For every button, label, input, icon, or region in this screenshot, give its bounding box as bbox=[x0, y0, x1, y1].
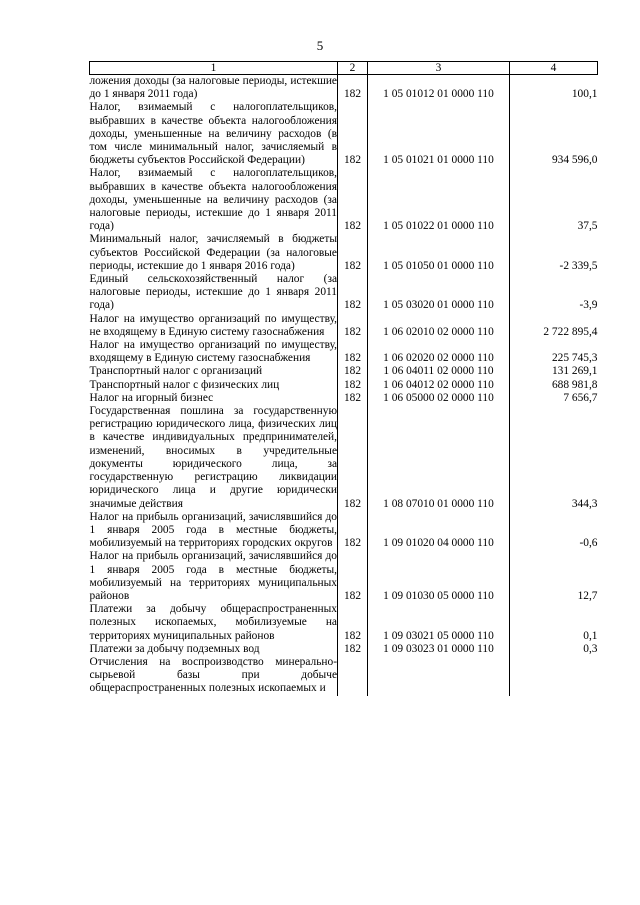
table-row bbox=[90, 339, 598, 365]
row-name: Налог на прибыль организаций, зачислявшийся до 1 января 2005 года в местные бюджеты, мобилизуемый на территориях городских округов bbox=[89, 510, 337, 550]
table-row bbox=[90, 643, 598, 656]
table-row bbox=[90, 379, 598, 392]
table-row bbox=[90, 392, 598, 405]
row-name: Транспортный налог с физических лиц bbox=[90, 379, 338, 392]
row-name: Налог на имущество организаций по имуществу, входящему в Единую систему газоснабжения bbox=[89, 339, 337, 365]
table-row bbox=[90, 603, 598, 643]
row-budget-code: 1 05 03020 01 0000 110 bbox=[368, 273, 510, 313]
row-admin-code: 182 bbox=[338, 511, 368, 551]
row-name: Отчисления на воспроизводство минерально-сырьевой базы при добыче общераспространенных полезных ископаемых и bbox=[89, 655, 337, 695]
row-name: Государственная пошлина за государственную регистрацию юридического лица, физических лиц в качестве индивидуальных предпринимателей, изменений, вносимых в учредительные документы юридического лица, за государственную регистрацию ликвидации юридического лица и другие юридически значимые действия bbox=[89, 405, 337, 510]
table-row bbox=[90, 75, 598, 102]
page-number: 5 bbox=[316, 38, 324, 53]
row-amount: 2 722 895,4 bbox=[543, 325, 598, 338]
row-amount bbox=[510, 656, 598, 696]
row-name: Налог, взимаемый с налогоплательщиков, выбравших в качестве объекта налогообложения доходы, уменьшенные на величину расходов (за налоговые периоды, истекшие до 1 января 2011 года) bbox=[89, 167, 337, 233]
row-admin-code: 182 bbox=[338, 405, 368, 511]
row-amount: 0,1 bbox=[583, 629, 598, 642]
row-budget-code: 1 09 03023 01 0000 110 bbox=[368, 643, 510, 656]
row-admin-code: 182 bbox=[338, 392, 368, 405]
row-budget-code: 1 05 01050 01 0000 110 bbox=[368, 233, 510, 273]
row-admin-code: 182 bbox=[338, 643, 368, 656]
row-admin-code: 182 bbox=[338, 603, 368, 643]
row-budget-code: 1 06 02020 02 0000 110 bbox=[368, 339, 510, 365]
table-row bbox=[90, 511, 598, 551]
table-row bbox=[90, 405, 598, 511]
table-row bbox=[90, 273, 598, 313]
row-amount: -3,9 bbox=[579, 299, 598, 312]
row-budget-code: 1 06 04011 02 0000 110 bbox=[368, 365, 510, 378]
row-amount: 688 981,8 bbox=[551, 378, 598, 391]
row-budget-code: 1 05 01012 01 0000 110 bbox=[368, 75, 510, 102]
row-budget-code: 1 08 07010 01 0000 110 bbox=[368, 405, 510, 511]
row-amount: 7 656,7 bbox=[563, 391, 598, 404]
row-amount: 225 745,3 bbox=[551, 352, 598, 365]
table-header bbox=[90, 62, 598, 75]
row-budget-code: 1 06 05000 02 0000 110 bbox=[368, 392, 510, 405]
row-name: ложения доходы (за налоговые периоды, истекшие до 1 января 2011 года) bbox=[89, 75, 337, 101]
row-admin-code: 182 bbox=[338, 365, 368, 378]
row-admin-code: 182 bbox=[338, 273, 368, 313]
table-row bbox=[90, 101, 598, 167]
table-row bbox=[90, 656, 598, 696]
row-name: Налог, взимаемый с налогоплательщиков, выбравших в качестве объекта налогообложения доходы, уменьшенные на величину расходов (в том числе минимальный налог, зачисляемый в бюджеты субъектов Российской Федерации) bbox=[89, 101, 337, 167]
row-budget-code: 1 09 03021 05 0000 110 bbox=[368, 603, 510, 643]
row-name: Платежи за добычу подземных вод bbox=[90, 643, 338, 656]
row-amount: 37,5 bbox=[577, 220, 598, 233]
row-admin-code: 182 bbox=[338, 75, 368, 102]
row-budget-code: 1 09 01030 05 0000 110 bbox=[368, 550, 510, 603]
row-admin-code: 182 bbox=[338, 550, 368, 603]
column-header-name: 1 bbox=[90, 62, 338, 75]
row-name: Единый сельскохозяйственный налог (за налоговые периоды, истекшие до 1 января 2011 года) bbox=[89, 273, 337, 312]
row-name: Минимальный налог, зачисляемый в бюджеты субъектов Российской Федерации (за налоговые периоды, истекшие до 1 января 2016 года) bbox=[89, 233, 337, 272]
row-budget-code: 1 05 01022 01 0000 110 bbox=[368, 167, 510, 233]
column-header-admin-code: 2 bbox=[338, 62, 368, 75]
table-row bbox=[90, 167, 598, 233]
row-admin-code bbox=[338, 656, 368, 696]
budget-table bbox=[89, 61, 598, 696]
row-amount: 12,7 bbox=[577, 589, 598, 602]
row-budget-code: 1 05 01021 01 0000 110 bbox=[368, 101, 510, 167]
header-row bbox=[90, 62, 598, 75]
column-header-budget-code: 3 bbox=[368, 62, 510, 75]
row-budget-code bbox=[368, 656, 510, 696]
row-amount: 100,1 bbox=[571, 88, 598, 101]
row-amount: 131 269,1 bbox=[551, 365, 598, 378]
row-name: Налог на прибыль организаций, зачислявшийся до 1 января 2005 года в местные бюджеты, мобилизуемый на территориях муниципальных районов bbox=[89, 550, 337, 602]
row-admin-code: 182 bbox=[338, 313, 368, 339]
table-row bbox=[90, 550, 598, 603]
table-row bbox=[90, 365, 598, 378]
row-name: Налог на игорный бизнес bbox=[90, 392, 338, 405]
row-amount: -2 339,5 bbox=[559, 259, 598, 272]
row-admin-code: 182 bbox=[338, 339, 368, 365]
row-admin-code: 182 bbox=[338, 101, 368, 167]
row-name: Транспортный налог с организаций bbox=[90, 365, 338, 378]
table-row bbox=[90, 233, 598, 273]
row-amount: -0,6 bbox=[579, 537, 598, 550]
table-row bbox=[90, 313, 598, 339]
row-amount: 344,3 bbox=[571, 497, 598, 510]
row-admin-code: 182 bbox=[338, 379, 368, 392]
column-header-amount: 4 bbox=[510, 62, 598, 75]
row-amount: 934 596,0 bbox=[551, 154, 598, 167]
row-amount: 0,3 bbox=[583, 642, 598, 655]
row-name: Налог на имущество организаций по имуществу, не входящему в Единую систему газоснабжения bbox=[89, 312, 337, 338]
row-budget-code: 1 06 04012 02 0000 110 bbox=[368, 379, 510, 392]
row-admin-code: 182 bbox=[338, 233, 368, 273]
row-budget-code: 1 06 02010 02 0000 110 bbox=[368, 313, 510, 339]
row-name: Платежи за добычу общераспространенных полезных ископаемых, мобилизуемые на территориях муниципальных районов bbox=[89, 603, 337, 642]
table-body bbox=[90, 75, 598, 696]
row-budget-code: 1 09 01020 04 0000 110 bbox=[368, 511, 510, 551]
row-admin-code: 182 bbox=[338, 167, 368, 233]
